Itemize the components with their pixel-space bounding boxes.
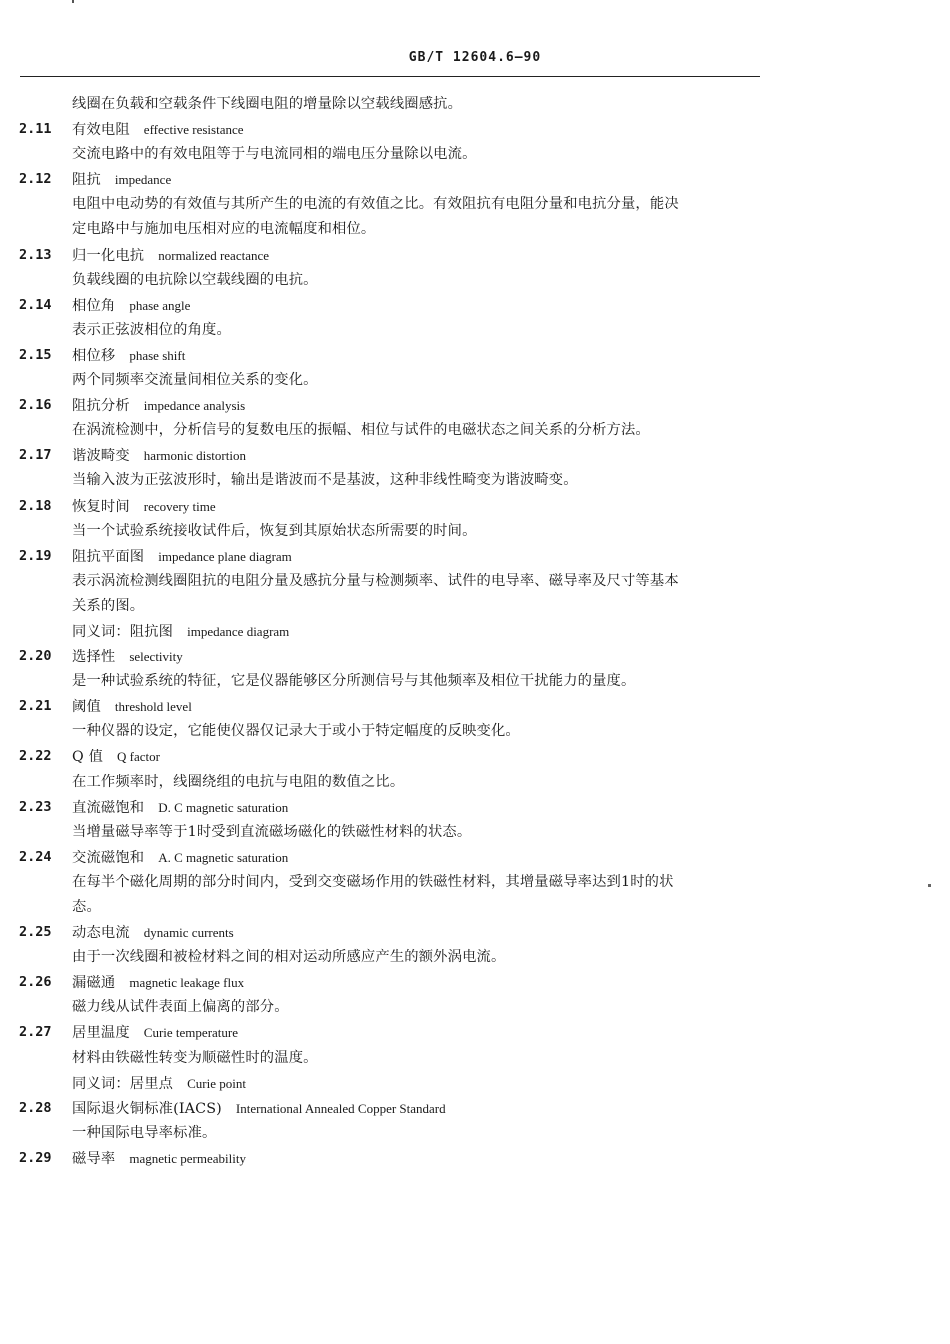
clause-number: 2.17 xyxy=(19,447,52,464)
term-english: magnetic permeability xyxy=(129,1150,246,1166)
definition-text xyxy=(72,820,471,845)
text-chinese: 电阻中电动势的有效值与其所产生的电流的有效值之比。有效阻抗有电阻分量和电抗分量，能决 xyxy=(72,196,679,213)
term-chinese: 相位角 xyxy=(72,297,116,314)
term-english: A. C magnetic saturation xyxy=(158,849,289,865)
term-chinese: 相位移 xyxy=(72,347,116,364)
clause-number: 2.20 xyxy=(19,648,52,665)
definition-line xyxy=(0,1046,950,1071)
term xyxy=(72,544,292,570)
term-english: dynamic currents xyxy=(143,925,234,941)
term-entry xyxy=(0,167,950,192)
text-chinese: 表示涡流检测线圈阻抗的电阻分量及感抗分量与检测频率、试件的电导率、磁导率及尺寸等基本 xyxy=(72,572,679,589)
definition-text xyxy=(72,995,289,1020)
term xyxy=(72,1096,446,1122)
definition-text xyxy=(72,142,477,167)
term-english: harmonic distortion xyxy=(143,448,246,464)
text-chinese: 一种国际电导率标准。 xyxy=(72,1124,217,1141)
definition-line xyxy=(0,820,950,845)
definition-text xyxy=(72,1121,216,1146)
definition-text xyxy=(72,1046,318,1071)
term-english: selectivity xyxy=(129,649,183,665)
term-english: Curie temperature xyxy=(143,1025,239,1041)
text-chinese: 在涡流检测中，分析信号的复数电压的振幅、相位与试件的电磁状态之间关系的分析方法。 xyxy=(72,422,650,439)
text-chinese: 在每半个磁化周期的部分时间内，受到交变磁场作用的铁磁性材料，其增量磁导率达到1时的状 xyxy=(72,873,674,890)
definition-line xyxy=(0,1071,950,1096)
term xyxy=(72,744,160,770)
definition-text xyxy=(72,1071,246,1097)
definition-text xyxy=(72,368,318,393)
text-chinese: 态。 xyxy=(72,899,101,915)
term-entry xyxy=(0,644,950,669)
definition-text xyxy=(72,418,650,443)
clause-number: 2.22 xyxy=(19,748,52,765)
definition-text xyxy=(72,192,679,217)
term-entry xyxy=(0,694,950,719)
text-chinese: 材料由铁磁性转变为顺磁性时的温度。 xyxy=(72,1049,318,1066)
term-chinese: 阈值 xyxy=(72,699,101,716)
term-english: Curie point xyxy=(187,1075,246,1091)
term xyxy=(72,795,288,821)
text-chinese: 在工作频率时，线圈绕组的电抗与电阻的数值之比。 xyxy=(72,773,405,790)
term-chinese: 阻抗 xyxy=(72,172,101,189)
clause-number: 2.23 xyxy=(19,798,52,815)
text-chinese: 定电路中与施加电压相对应的电流幅度和相位。 xyxy=(72,221,376,238)
standard-number: GB/T 12604.6—90 xyxy=(408,50,542,65)
definition-line xyxy=(0,92,950,117)
clause-number: 2.15 xyxy=(19,346,52,363)
clause-number: 2.26 xyxy=(19,974,52,991)
term-chinese: 居里温度 xyxy=(72,1025,130,1042)
term-english: threshold level xyxy=(114,699,192,715)
term-english: recovery time xyxy=(143,498,216,514)
document-body xyxy=(0,92,950,1171)
definition-line xyxy=(0,569,950,594)
page-header xyxy=(0,50,950,65)
term-entry xyxy=(0,117,950,142)
definition-line xyxy=(0,870,950,895)
definition-text xyxy=(72,594,144,619)
definition-line xyxy=(0,770,950,795)
text-chinese: 线圈在负载和空载条件下线圈电阻的增量除以空载线圈感抗。 xyxy=(72,96,463,112)
term-chinese: 动态电流 xyxy=(72,925,130,942)
definition-text xyxy=(72,468,578,493)
term-english: phase angle xyxy=(129,297,191,313)
term-english: Q factor xyxy=(117,749,160,765)
term-entry xyxy=(0,1096,950,1121)
definition-line xyxy=(0,468,950,493)
term xyxy=(72,443,246,469)
clause-number: 2.12 xyxy=(19,171,52,188)
term xyxy=(72,243,269,269)
scan-speck xyxy=(72,0,74,3)
term-entry xyxy=(0,544,950,569)
definition-line xyxy=(0,142,950,167)
definition-text xyxy=(72,217,375,242)
term-chinese: 恢复时间 xyxy=(72,498,130,515)
definition-line xyxy=(0,669,950,694)
definition-text xyxy=(72,895,101,920)
term xyxy=(72,393,245,419)
term-entry xyxy=(0,494,950,519)
term-entry xyxy=(0,1020,950,1045)
term-english: magnetic leakage flux xyxy=(129,975,245,991)
term xyxy=(72,920,234,946)
definition-text xyxy=(72,92,462,117)
text-chinese: 表示正弦波相位的角度。 xyxy=(72,321,231,338)
term-entry xyxy=(0,293,950,318)
definition-line xyxy=(0,719,950,744)
term xyxy=(72,293,190,319)
header-rule xyxy=(20,76,760,77)
text-chinese: 负载线圈的电抗除以空载线圈的电抗。 xyxy=(72,271,318,288)
term xyxy=(72,644,183,670)
definition-text xyxy=(72,870,674,895)
term-chinese: 直流磁饱和 xyxy=(72,799,145,816)
text-chinese: 同义词：居里点 xyxy=(72,1075,174,1092)
definition-text xyxy=(72,770,404,795)
text-chinese: 交流电路中的有效电阻等于与电流同相的端电压分量除以电流。 xyxy=(72,146,477,163)
term-english: normalized reactance xyxy=(158,247,270,263)
term-chinese: 选择性 xyxy=(72,649,116,666)
text-chinese: 一种仪器的设定，它能使仪器仅记录大于或小于特定幅度的反映变化。 xyxy=(72,723,520,740)
definition-text xyxy=(72,669,635,694)
term xyxy=(72,1020,238,1046)
text-chinese: 两个同频率交流量间相位关系的变化。 xyxy=(72,372,318,389)
text-chinese: 当一个试验系统接收试件后，恢复到其原始状态所需要的时间。 xyxy=(72,522,477,539)
term xyxy=(72,117,244,143)
term-chinese: 磁导率 xyxy=(72,1150,116,1167)
definition-line xyxy=(0,368,950,393)
definition-line xyxy=(0,217,950,242)
definition-line xyxy=(0,318,950,343)
definition-line xyxy=(0,418,950,443)
definition-text xyxy=(72,268,318,293)
term-english: impedance diagram xyxy=(187,623,290,639)
term-english: effective resistance xyxy=(143,122,244,138)
clause-number: 2.19 xyxy=(19,547,52,564)
term-entry xyxy=(0,795,950,820)
term xyxy=(72,970,244,996)
definition-line xyxy=(0,1121,950,1146)
text-chinese: 关系的图。 xyxy=(72,597,145,614)
text-chinese: 由于一次线圈和被检材料之间的相对运动所感应产生的额外涡电流。 xyxy=(72,949,506,966)
clause-number: 2.24 xyxy=(19,848,52,865)
definition-line xyxy=(0,945,950,970)
definition-text xyxy=(72,719,520,744)
term xyxy=(72,167,171,193)
term xyxy=(72,845,288,871)
term-entry xyxy=(0,744,950,769)
term-entry xyxy=(0,393,950,418)
term-chinese: 有效电阻 xyxy=(72,122,130,139)
definition-line xyxy=(0,192,950,217)
definition-line xyxy=(0,594,950,619)
definition-line xyxy=(0,519,950,544)
term-english: International Annealed Copper Standard xyxy=(235,1100,446,1116)
term-entry xyxy=(0,443,950,468)
clause-number: 2.14 xyxy=(19,296,52,313)
term-chinese: Q 值 xyxy=(72,749,104,766)
clause-number: 2.27 xyxy=(19,1024,52,1041)
text-chinese: 当增量磁导率等于1时受到直流磁场磁化的铁磁性材料的状态。 xyxy=(72,823,472,840)
clause-number: 2.18 xyxy=(19,497,52,514)
definition-line xyxy=(0,995,950,1020)
term-entry xyxy=(0,845,950,870)
definition-text xyxy=(72,619,289,645)
definition-text xyxy=(72,569,679,594)
text-chinese: 同义词：阻抗图 xyxy=(72,623,174,640)
definition-text xyxy=(72,318,231,343)
clause-number: 2.25 xyxy=(19,924,52,941)
definition-line xyxy=(0,895,950,920)
clause-number: 2.16 xyxy=(19,397,52,414)
term-english: impedance analysis xyxy=(143,398,246,414)
term-chinese: 归一化电抗 xyxy=(72,247,145,264)
clause-number: 2.29 xyxy=(19,1149,52,1166)
term-chinese: 谐波畸变 xyxy=(72,448,130,465)
term-chinese: 漏磁通 xyxy=(72,975,116,992)
term-english: phase shift xyxy=(129,347,186,363)
term xyxy=(72,343,185,369)
term-chinese: 阻抗分析 xyxy=(72,398,130,415)
clause-number: 2.13 xyxy=(19,246,52,263)
text-chinese: 磁力线从试件表面上偏离的部分。 xyxy=(72,999,289,1016)
definition-text xyxy=(72,519,477,544)
text-chinese: 当输入波为正弦波形时，输出是谐波而不是基波，这种非线性畸变为谐波畸变。 xyxy=(72,472,578,489)
term-chinese: 国际退火铜标准(IACS) xyxy=(72,1100,222,1117)
text-chinese: 是一种试验系统的特征，它是仪器能够区分所测信号与其他频率及相位干扰能力的量度。 xyxy=(72,673,636,690)
term-entry xyxy=(0,243,950,268)
clause-number: 2.21 xyxy=(19,698,52,715)
term-chinese: 阻抗平面图 xyxy=(72,548,145,565)
definition-line xyxy=(0,619,950,644)
term-entry xyxy=(0,1146,950,1171)
term-entry xyxy=(0,970,950,995)
term xyxy=(72,1146,246,1172)
definition-line xyxy=(0,268,950,293)
term xyxy=(72,494,216,520)
term-english: D. C magnetic saturation xyxy=(158,799,289,815)
term-entry xyxy=(0,920,950,945)
term-entry xyxy=(0,343,950,368)
clause-number: 2.28 xyxy=(19,1099,52,1116)
term-english: impedance xyxy=(114,172,172,188)
definition-text xyxy=(72,945,505,970)
term xyxy=(72,694,192,720)
term-chinese: 交流磁饱和 xyxy=(72,849,145,866)
clause-number: 2.11 xyxy=(19,121,52,138)
term-english: impedance plane diagram xyxy=(158,548,292,564)
